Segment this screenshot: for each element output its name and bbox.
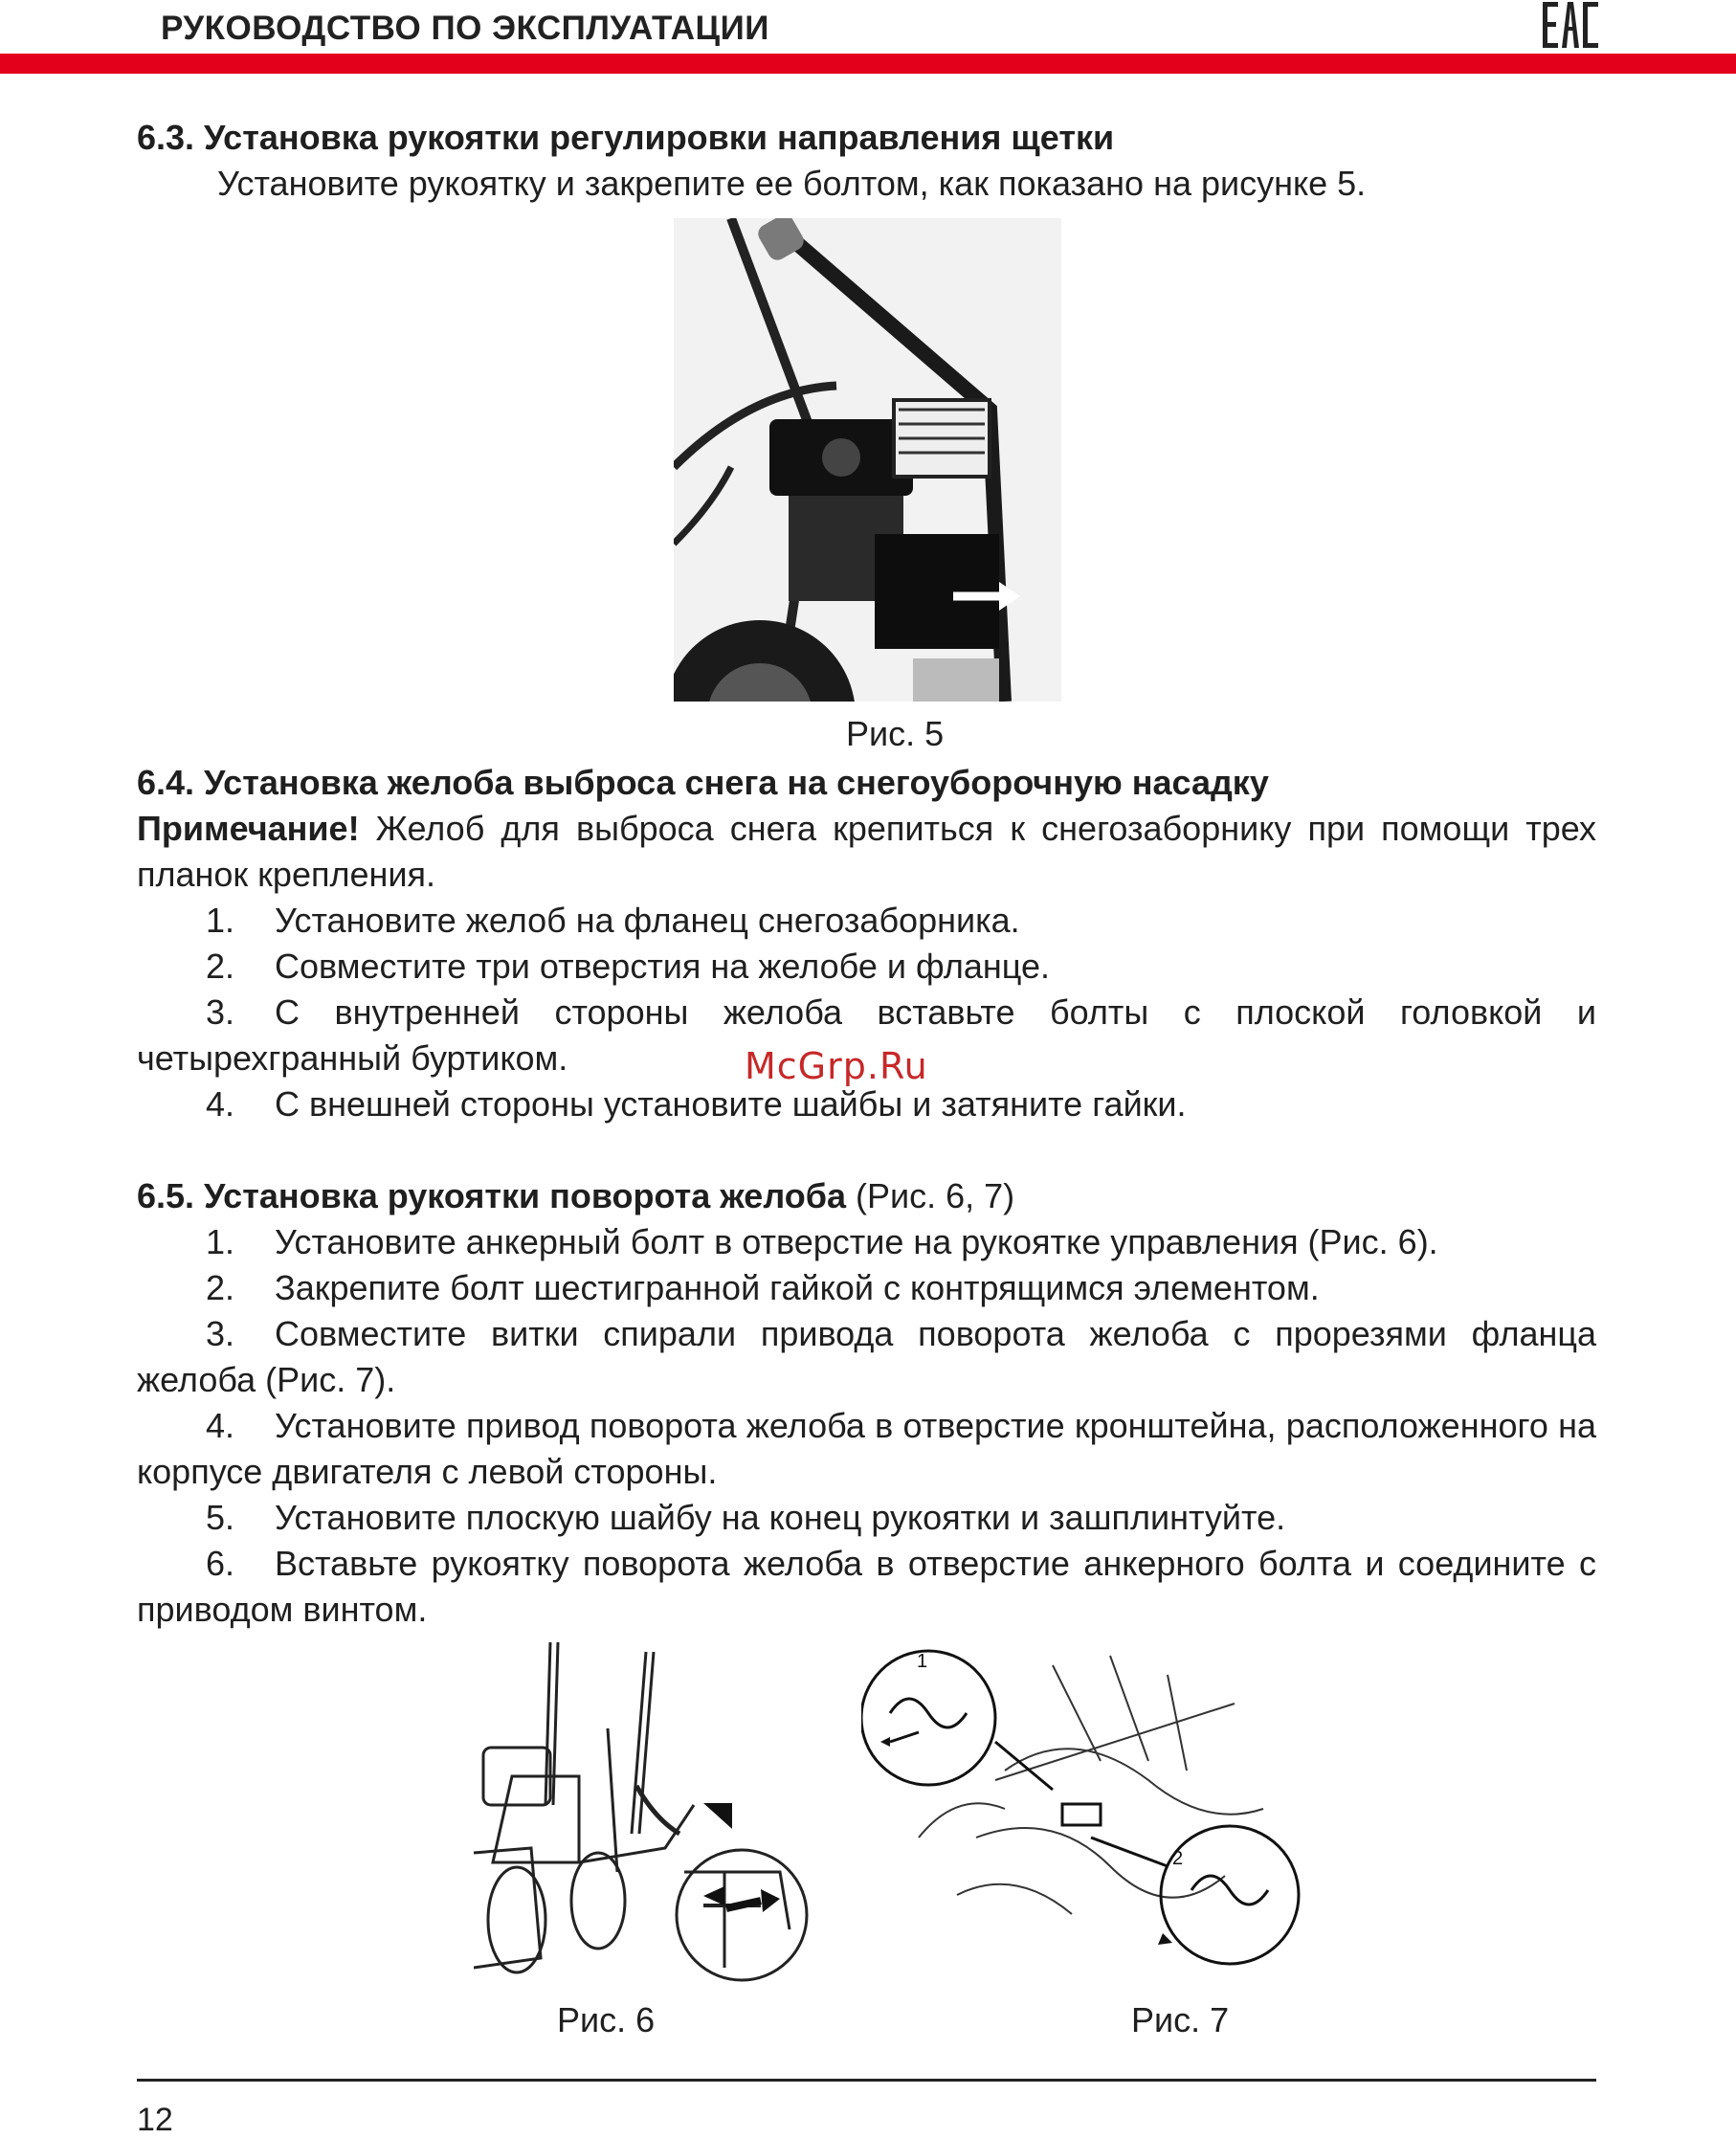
document-header-title: РУКОВОДСТВО ПО ЭКСПЛУАТАЦИИ — [161, 10, 769, 47]
list-item: 1. Установите желоб на фланец снегозаборника. — [206, 901, 1020, 940]
figure-6-caption: Рис. 6 — [557, 2000, 656, 2039]
list-item: 3. Совместите витки спирали привода поворота желоба с прорезями фланца желоба (Рис. 7). — [137, 1314, 1596, 1399]
list-item: 4. С внешней стороны установите шайбы и затяните гайки. — [206, 1084, 1187, 1124]
watermark: McGrp.Ru — [745, 1045, 928, 1087]
paragraph: Установите рукоятку и закрепите ее болтом, как показано на рисунке 5. — [217, 164, 1367, 203]
eac-mark-icon — [1541, 0, 1600, 50]
section-heading: 6.3. Установка рукоятки регулировки направления щетки — [137, 118, 1115, 157]
note-label: Примечание! — [137, 809, 360, 848]
note-paragraph — [137, 806, 1596, 898]
list-item: 2. Совместите три отверстия на желобе и фланце. — [206, 947, 1050, 986]
section-6-5 — [137, 1173, 1596, 1633]
header-red-bar — [0, 54, 1736, 74]
list-item: 2. Закрепите болт шестигранной гайкой с контрящимся элементом. — [206, 1268, 1320, 1307]
figure-7-label: 2 — [1172, 1848, 1184, 1869]
note-text: Желоб для выброса снега крепиться к снегозаборнику при помощи трех планок крепления. — [137, 809, 1596, 894]
list-item: 4. Установите привод поворота желоба в отверстие кронштейна, расположенного на корпусе двигателя с левой стороны. — [137, 1406, 1596, 1491]
section-6-3 — [137, 115, 1596, 207]
section-heading-line — [137, 1173, 1596, 1219]
list-item: 1. Установите анкерный болт в отверстие на рукоятке управления (Рис. 6). — [206, 1222, 1438, 1261]
figure-6-drawing — [474, 1642, 809, 1996]
section-heading: 6.4. Установка желоба выброса снега на снегоуборочную насадку — [137, 763, 1269, 802]
figure-7-label: 1 — [917, 1651, 928, 1672]
list-item: 3. С внутренней стороны желоба вставьте болты с плоской головкой и четырехгранный буртиком. — [137, 992, 1596, 1078]
page-number: 12 — [137, 2102, 173, 2138]
figure-7-drawing — [861, 1646, 1302, 1991]
footer-divider — [137, 2079, 1596, 2082]
list-item: 6. Вставьте рукоятку поворота желоба в отверстие анкерного болта и соедините с приводом винтом. — [137, 1544, 1596, 1629]
figure-5-photo — [674, 218, 1061, 702]
figure-7-caption: Рис. 7 — [1131, 2000, 1230, 2039]
heading-ref: (Рис. 6, 7) — [845, 1176, 1015, 1215]
figure-5-caption: Рис. 5 — [846, 714, 945, 753]
section-heading: 6.5. Установка рукоятки поворота желоба — [137, 1176, 846, 1215]
list-item: 5. Установите плоскую шайбу на конец рукоятки и зашплинтуйте. — [206, 1498, 1286, 1537]
